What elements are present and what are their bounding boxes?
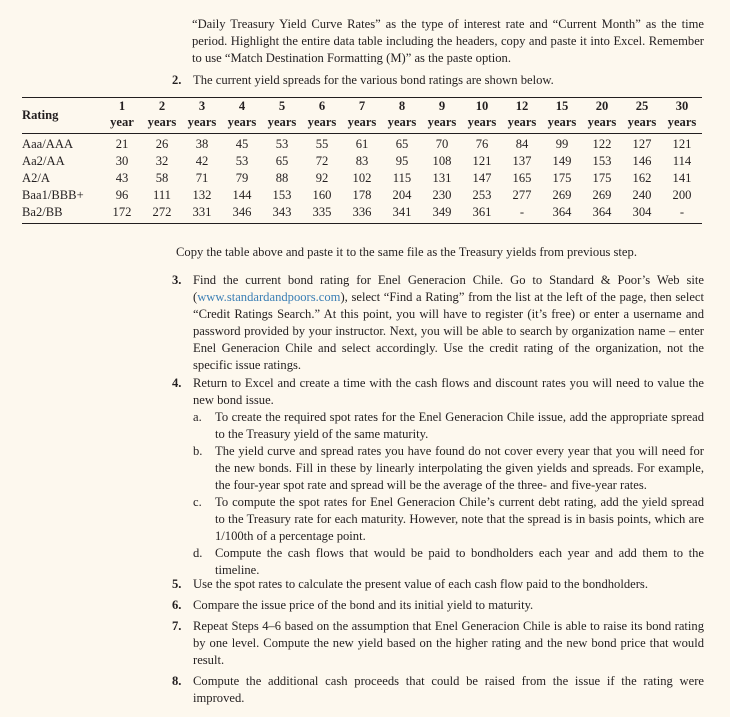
spread-cell: 30 <box>115 154 129 168</box>
year-unit-header: years <box>187 114 217 129</box>
step-5-text: Use the spot rates to calculate the present value of each cash flow paid to the bondholders. <box>193 577 648 591</box>
spread-cell: 240 <box>632 188 652 202</box>
step-5-number: 5. <box>172 577 182 591</box>
header-row-years <box>22 98 702 114</box>
step-4c <box>193 494 704 545</box>
year-unit-header: years <box>147 114 177 129</box>
spread-cell: 178 <box>352 188 372 202</box>
spread-cell: 144 <box>232 188 252 202</box>
step-4 <box>172 375 704 579</box>
spread-cell: 65 <box>395 137 409 151</box>
spread-cell: 272 <box>152 205 172 219</box>
step-4b-text: The yield curve and spread rates you have found do not cover every year that you will need for the new bonds. Fill in these by linearly interpolating the given yields and spreads. For example, the four-year spot rate and spread will be the average of the three- and five-year rates. <box>215 444 704 492</box>
year-number-header: 15 <box>555 98 569 113</box>
spread-cell: 153 <box>272 188 292 202</box>
year-unit-header: years <box>387 114 417 129</box>
year-unit-header: year <box>110 114 134 129</box>
intro-paragraph: “Daily Treasury Yield Curve Rates” as the type of interest rate and “Current Month” as the time period. Highlight the entire data table including the headers, copy and paste it into Excel. Remember to use “Match Destination Formatting (M)” as the paste option. <box>192 17 704 65</box>
spread-cell: 175 <box>552 171 572 185</box>
spread-cell: 364 <box>552 205 572 219</box>
spread-cell: 175 <box>592 171 612 185</box>
spread-cell: 336 <box>352 205 372 219</box>
spread-cell: 84 <box>515 137 529 151</box>
step-6-number: 6. <box>172 598 182 612</box>
year-number-header: 20 <box>595 98 609 113</box>
step-4d-text: Compute the cash flows that would be paid to bondholders each year and add them to the timeline. <box>215 546 704 577</box>
rating-label: Aaa/AAA <box>22 137 74 151</box>
spread-cell: 200 <box>672 188 692 202</box>
spread-cell: 45 <box>235 137 249 151</box>
spread-cell: 364 <box>592 205 612 219</box>
spread-cell: 96 <box>115 188 129 202</box>
step-4-number: 4. <box>172 376 182 390</box>
spread-cell: 76 <box>475 137 489 151</box>
rating-column-header: Rating <box>22 108 59 122</box>
year-number-header: 10 <box>475 98 489 113</box>
step-4b <box>193 443 704 494</box>
spread-cell: 132 <box>192 188 212 202</box>
spread-cell: 277 <box>512 188 532 202</box>
spread-cell: 65 <box>275 154 289 168</box>
spread-cell: 88 <box>275 171 289 185</box>
year-number-header: 2 <box>158 98 166 113</box>
spread-cell: 42 <box>195 154 209 168</box>
rating-label: Baa1/BBB+ <box>22 188 84 202</box>
step-2 <box>172 72 704 89</box>
spread-cell: 162 <box>632 171 652 185</box>
rating-label: Aa2/AA <box>22 154 65 168</box>
year-unit-header: years <box>467 114 497 129</box>
spread-cell: 146 <box>632 154 652 168</box>
spread-cell: 79 <box>235 171 249 185</box>
year-unit-header: years <box>427 114 457 129</box>
step-8 <box>172 673 704 707</box>
year-number-header: 4 <box>238 98 246 113</box>
spread-cell: 153 <box>592 154 612 168</box>
step-3-text <box>193 272 704 374</box>
spread-cell: 114 <box>672 154 692 168</box>
table-row <box>22 134 702 153</box>
copy-instruction: Copy the table above and paste it to the same file as the Treasury yields from previous step. <box>176 245 637 259</box>
table-body <box>22 134 702 223</box>
spread-cell: 304 <box>632 205 652 219</box>
step-2-number: 2. <box>172 73 182 87</box>
year-number-header: 5 <box>278 98 286 113</box>
table-bottom-rule <box>22 223 702 224</box>
spread-cell: 137 <box>512 154 532 168</box>
spread-cell: 72 <box>315 154 329 168</box>
spread-cell: 204 <box>392 188 412 202</box>
year-number-header: 7 <box>358 98 366 113</box>
spread-cell: 147 <box>472 171 492 185</box>
yield-spread-table <box>22 97 702 224</box>
spread-cell: 346 <box>232 205 252 219</box>
step-4a-text: To create the required spot rates for the Enel Generacion Chile issue, add the appropriate spread to the Treasury yield of the same maturity. <box>215 410 704 441</box>
rating-label: A2/A <box>22 171 50 185</box>
year-number-header: 30 <box>675 98 689 113</box>
table-row <box>22 153 702 170</box>
table-row <box>22 187 702 204</box>
spread-cell: 115 <box>392 171 412 185</box>
spread-cell: 102 <box>352 171 372 185</box>
spread-cell: 55 <box>315 137 329 151</box>
spread-cell: 53 <box>235 154 249 168</box>
spread-cell: 141 <box>672 171 692 185</box>
spread-cell: 26 <box>155 137 169 151</box>
year-number-header: 25 <box>635 98 649 113</box>
spread-cell: 165 <box>512 171 532 185</box>
spread-cell: 53 <box>275 137 289 151</box>
year-number-header: 9 <box>438 98 446 113</box>
step-4b-label: b. <box>193 444 203 458</box>
spread-cell: 58 <box>155 171 169 185</box>
step-8-text: Compute the additional cash proceeds that could be raised from the issue if the rating were improved. <box>193 674 704 705</box>
step-3-text-start: Find the current bond rating for Enel Generacion Chile. Go to Standard & Poor’s Web site ( <box>193 273 704 304</box>
step-6 <box>172 597 704 614</box>
year-unit-header: years <box>347 114 377 129</box>
step-8-number: 8. <box>172 674 182 688</box>
year-unit-header: years <box>667 114 697 129</box>
step-4-text: Return to Excel and create a time with the cash flows and discount rates you will need to value the new bond issue. <box>193 376 704 407</box>
spread-cell: 61 <box>355 137 369 151</box>
table-row <box>22 170 702 187</box>
year-number-header: 12 <box>515 98 529 113</box>
spread-cell: 32 <box>155 154 169 168</box>
year-number-header: 3 <box>198 98 206 113</box>
spread-cell: 172 <box>112 205 132 219</box>
year-unit-header: years <box>227 114 257 129</box>
spread-cell: 335 <box>312 205 332 219</box>
year-number-header: 8 <box>398 98 406 113</box>
step-3-text-end: ), select “Find a Rating” from the list at the left of the page, then select “Credit Ratings Search.” At this point, you will have to register (it’s free) or enter a username and password provided by your instructor. Next, you will be able to search by organization name – enter Enel Generacion Chile and select accordingly. Use the credit rating of the organization, not the specific issue ratings. <box>193 290 704 372</box>
step-6-text: Compare the issue price of the bond and its initial yield to maturity. <box>193 598 534 612</box>
year-unit-header: years <box>627 114 657 129</box>
year-unit-header: years <box>267 114 297 129</box>
step-3 <box>172 272 704 374</box>
step-5 <box>172 576 704 593</box>
spread-cell: 149 <box>552 154 572 168</box>
spread-cell: 343 <box>272 205 292 219</box>
spread-cell: 111 <box>153 188 171 202</box>
year-number-header: 6 <box>318 98 326 113</box>
spread-cell: 253 <box>472 188 492 202</box>
standard-and-poors-link[interactable]: www.standardandpoors.com <box>197 290 341 304</box>
spread-cell: 83 <box>355 154 369 168</box>
spread-cell: - <box>519 205 525 219</box>
step-7 <box>172 618 704 669</box>
spread-cell: 269 <box>552 188 572 202</box>
step-7-text: Repeat Steps 4–6 based on the assumption that Enel Generacion Chile is able to raise its bond rating by one level. Compute the new yield based on the higher rating and the new bond price that would result. <box>193 619 704 667</box>
step-4d <box>193 545 704 579</box>
header-row-units <box>22 114 702 133</box>
spread-cell: 127 <box>632 137 652 151</box>
spread-cell: 341 <box>392 205 412 219</box>
spread-cell: 160 <box>312 188 332 202</box>
spread-cell: 331 <box>192 205 212 219</box>
spread-cell: 349 <box>432 205 452 219</box>
spread-cell: 121 <box>472 154 492 168</box>
year-number-header: 1 <box>118 98 126 113</box>
spread-cell: 70 <box>435 137 449 151</box>
step-4d-label: d. <box>193 546 203 560</box>
year-unit-header: years <box>547 114 577 129</box>
spread-cell: - <box>679 205 685 219</box>
spread-cell: 122 <box>592 137 612 151</box>
step-4a <box>193 409 704 443</box>
year-unit-header: years <box>307 114 337 129</box>
spread-cell: 230 <box>432 188 452 202</box>
spread-cell: 95 <box>395 154 409 168</box>
step-2-text: The current yield spreads for the various bond ratings are shown below. <box>193 73 554 87</box>
step-4c-label: c. <box>193 495 202 509</box>
step-4a-label: a. <box>193 410 202 424</box>
spread-cell: 99 <box>555 137 569 151</box>
spread-cell: 71 <box>195 171 209 185</box>
rating-label: Ba2/BB <box>22 205 63 219</box>
spread-cell: 108 <box>432 154 452 168</box>
step-7-number: 7. <box>172 619 182 633</box>
year-unit-header: years <box>587 114 617 129</box>
spread-cell: 361 <box>472 205 492 219</box>
step-3-number: 3. <box>172 273 182 287</box>
spread-cell: 269 <box>592 188 612 202</box>
spread-cell: 121 <box>672 137 692 151</box>
spread-cell: 92 <box>315 171 329 185</box>
step-4c-text: To compute the spot rates for Enel Generacion Chile’s current debt rating, add the yield spread to the Treasury rate for each maturity. However, note that the spread is in basis points, which are 1/100th of a percentage point. <box>215 495 704 543</box>
year-unit-header: years <box>507 114 537 129</box>
table-row <box>22 204 702 223</box>
spread-cell: 131 <box>432 171 452 185</box>
spread-cell: 43 <box>115 171 129 185</box>
spread-cell: 38 <box>195 137 209 151</box>
spread-cell: 21 <box>115 137 129 151</box>
